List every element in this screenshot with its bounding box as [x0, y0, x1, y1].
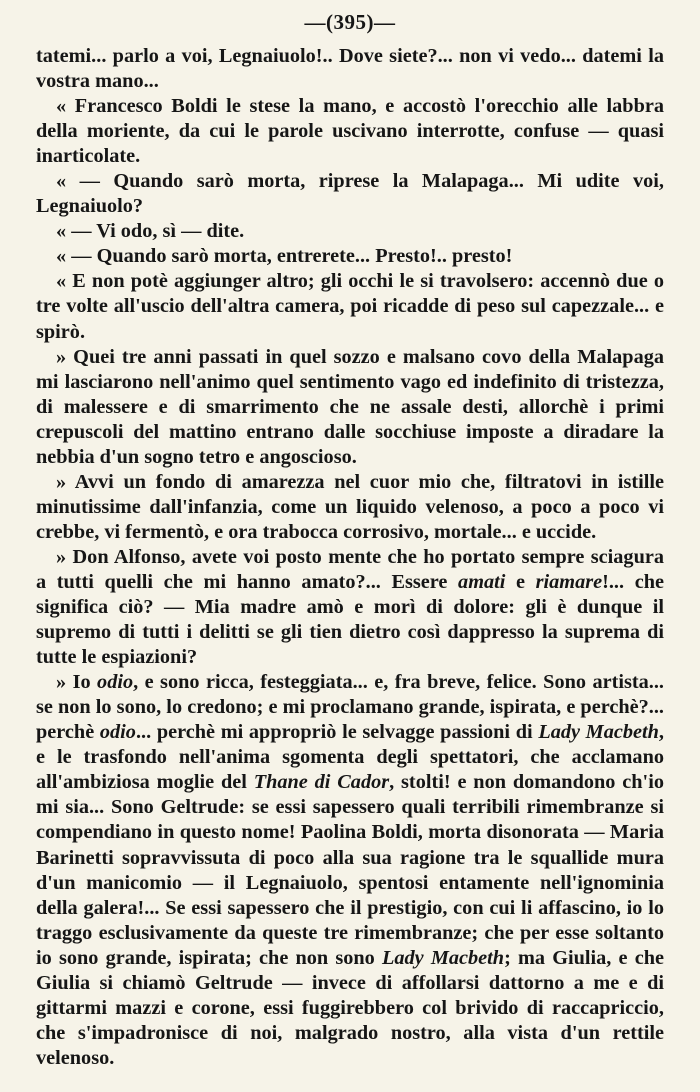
italic-text: amati: [458, 570, 506, 593]
paragraph: [36, 545, 664, 670]
text-run: !... che significa ciò? — Mia madre amò e morì di dolore: gli è dunque il supremo di tutti i delitti se gli tien dietro così dappresso la suprema di tutte le espiazioni?: [36, 570, 664, 669]
text-run: » Io: [56, 671, 98, 694]
text-run: » Avvi un fondo di amarezza nel cuor mio che, filtratovi in istille minutissime dall'infanzia, come un liquido velenoso, a poco a poco vi crebbe, vi fermentò, e ora trabocca corrosivo, mortale... e uccide.: [36, 470, 664, 543]
italic-text: odio: [97, 671, 134, 694]
paragraph: [36, 219, 664, 244]
paragraph: [36, 94, 664, 169]
text-run: , stolti! e non domandono ch'io mi sia... Sono Geltrude: se essi sapessero quali terribili rimembranze si compendiano in questo nome! Paolina Boldi, morta disonorata — Maria Barinetti sopravvissuta di poco alla sua ragione tra le squallide mura d'un manicomio — il Legnaiuolo, spentosi entamente nell'ignominia della galera!... Se essi sapessero che il prestigio, con cui li affascino, io lo traggo esclusivamente da queste tre rimembranze; che per esse soltanto io sono grande, ispirata; che non sono: [36, 771, 664, 969]
text-run: ; ma Giulia, e che Giulia si chiamò Geltrude — invece di affollarsi dattorno a me e di gittarmi mazzi e corone, essi fuggirebbero col brivido di raccapriccio, che s'impadronisce di noi, malgrado nostro, alla vista d'un rettile velenoso.: [36, 946, 664, 1069]
body-text: [36, 44, 664, 1071]
text-run: » Quei tre anni passati in quel sozzo e malsano covo della Malapaga mi lasciarono nell'animo quel sentimento vago ed indefinito di tristezza, di malessere e di smarrimento che ne assale desti, allorchè i primi crepuscoli del mattino entrano dalle socchiuse imposte a diradare la nebbia d'un sogno tetro e angoscioso.: [36, 345, 664, 468]
paragraph: [36, 244, 664, 269]
paragraph: [36, 169, 664, 219]
paragraph: [36, 269, 664, 344]
paragraph: [36, 670, 664, 1071]
paragraph: [36, 44, 664, 94]
text-run: » Don Alfonso, avete voi posto mente che ho portato sempre sciagura a tutti quelli che mi hanno amato?... Essere: [36, 545, 664, 593]
paragraph: [36, 345, 664, 470]
text-run: « — Quando sarò morta, riprese la Malapaga... Mi udite voi, Legnaiuolo?: [36, 170, 664, 218]
text-run: tatemi... parlo a voi, Legnaiuolo!.. Dove siete?... non vi vedo... datemi la vostra mano...: [36, 45, 664, 93]
text-run: « — Vi odo, sì — dite.: [56, 220, 245, 243]
italic-text: Lady Macbeth: [382, 946, 505, 969]
text-run: « Francesco Boldi le stese la mano, e accostò l'orecchio alle labbra della moriente, da cui le parole uscivano interrotte, confuse — quasi inarticolate.: [36, 95, 664, 168]
page-number-header: —(395)—: [304, 10, 396, 34]
italic-text: odio: [99, 721, 136, 744]
text-run: e: [505, 570, 536, 593]
text-run: ... perchè mi appropriò le selvagge passioni di: [135, 721, 539, 744]
text-run: « — Quando sarò morta, entrerete... Presto!.. presto!: [56, 245, 513, 268]
italic-text: Lady Macbeth: [538, 721, 659, 744]
italic-text: riamare: [535, 570, 603, 593]
paragraph: [36, 470, 664, 545]
text-run: « E non potè aggiunger altro; gli occhi le si travolsero: accennò due o tre volte all'uscio dell'altra camera, poi ricadde di peso sul capezzale... e spirò.: [36, 270, 664, 343]
text-run: , e le trasfondo nell'anima sgomenta degli spettatori, che acclamano all'ambiziosa moglie del: [36, 721, 664, 794]
italic-text: Thane di Cador: [253, 771, 390, 794]
text-run: , e sono ricca, festeggiata... e, fra breve, felice. Sono artista... se non lo sono, lo credono; e mi proclamano grande, ispirata, e perchè?... perchè: [36, 671, 664, 744]
